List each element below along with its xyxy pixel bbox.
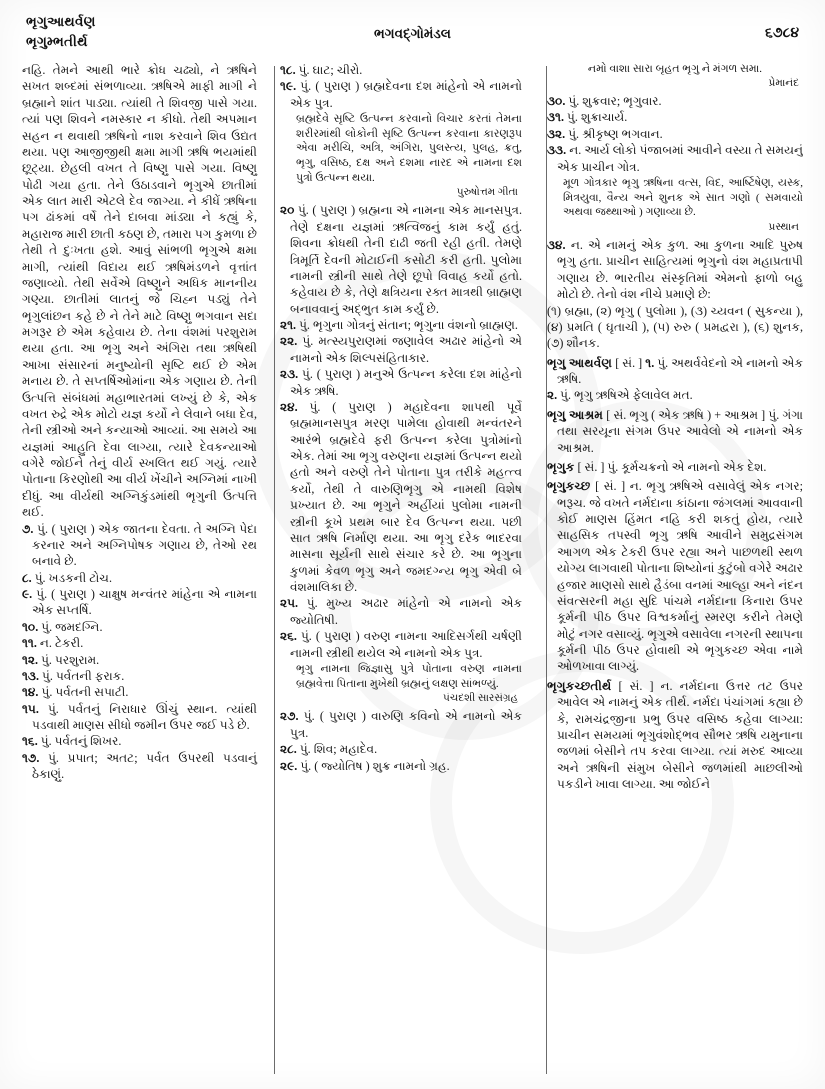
sense-item <box>280 62 522 78</box>
part-of-speech: પું. <box>768 407 783 422</box>
sense-number: ૮. <box>22 570 35 585</box>
sense-text: ઘાટ; ચીરો. <box>312 63 363 77</box>
sense-text: એ નામનું એક કુળ. આ કુળના આદિ પુરુષ ભૃગુ હતા. પ્રાચીન સાહિત્યમાં ભૃગુનો વંશ મહાપ્રતાપી ગણાય છે. ભારતીય સંસ્કૃતિમાં એમનો ફાળો બહુ મોટો છે. તેનો વંશ નીચે પ્રમાણે છે: <box>557 238 803 302</box>
sense-text: મત્સ્યપુરાણમાં જણાવેલ અઢાર માંહેનો એ નામનો એક શિલ્પસંહિતાકાર. <box>290 334 522 365</box>
part-of-speech: પું. <box>607 459 622 474</box>
part-of-speech: પું. <box>306 596 327 611</box>
entry-first-line <box>547 459 803 475</box>
sense-item <box>22 750 257 783</box>
sense-number: ૨૫. <box>280 596 307 611</box>
entry-text: કૂર્મચક્રનો એ નામનો એક દેશ. <box>621 459 767 474</box>
sense-text: શિવ; મહાદેવ. <box>313 742 378 757</box>
sense-number: ૨૬. <box>280 629 301 644</box>
page-header <box>26 12 799 56</box>
sense-number: ૧૪. <box>22 685 42 700</box>
dictionary-entry <box>547 678 803 793</box>
sense-item <box>280 595 522 628</box>
sense-item <box>280 708 522 741</box>
part-of-speech: પું. <box>560 388 575 403</box>
part-of-speech: પું. <box>47 701 68 716</box>
sense-item <box>547 126 803 142</box>
sense-list-column-2-part-1 <box>280 62 522 111</box>
sense-text: બ્રહ્મના એ નામના એક માનસપુત્ર. તેણે દક્ષના યજ્ઞમાં ઋત્વિજનું કામ કર્યું હતું. શિવના ક્રોધથી તેની દાઢી જતી રહી હતી. તેમણે ત્રિમૂર્તિ દેવની મોટાઈની કસોટી કરી હતી. પુલોમા નામની સ્ત્રીની સાથે તેણે છૂપો વિવાહ કર્યો હતો. કહેવાય છે કે, તેણે ક્ષત્રિયના રક્ત માત્રથી બ્રાહ્મણ બનાવવાનું અદ્ભુત કામ કર્યું છે. <box>290 203 522 316</box>
sense-item <box>547 387 803 403</box>
sense-list-column-1 <box>22 521 257 783</box>
entry-text: નર્મદાના ઉત્તર તટ ઉપર આવેલ એ નામનું એક તીર્થ. નર્મદા પંચાંગમાં કહ્યા છે કે, રામચંદ્રજીના પ્રભુ ઉપર વસિષ્ઠ કહેવા લાગ્યા: પ્રાચીન સમયમાં ભૃગુવંશોદ્ભવ સૌભર ઋષિ યમુનાના જળમાં બેસીને તપ કરવા લાગ્યા. ત્યાં મરુદ આવ્યા અને ઋષિની સંમુખ બેસીને જળમાંથી માછલીઓ પકડીને ખાવા લાગ્યા. આ જોઈને <box>557 678 803 792</box>
sense-text: ભૃગુના ગોત્રનું સંતાન; ભૃગુના વંશનો બ્રાહ્મણ. <box>312 318 518 333</box>
source-label: ( પુરાણ ) <box>51 587 99 601</box>
part-of-speech: ન. <box>629 479 647 494</box>
part-of-speech: પું. <box>657 355 672 370</box>
source-label: ( પુરાણ ) <box>315 79 364 94</box>
running-head-left-line1: ભૃગુઆથર્વણ <box>26 14 96 29</box>
quotation-citation: પ્રસ્થાન <box>768 221 799 233</box>
sense-number: ૭. <box>22 521 38 536</box>
part-of-speech: પું. <box>567 110 581 125</box>
sense-number: ૨૩. <box>280 367 303 382</box>
page-number: ૬૭૮૪ <box>765 26 799 41</box>
sense-number: ૩૩. <box>547 143 570 158</box>
column-2 <box>268 62 534 1080</box>
sense-item <box>22 586 257 619</box>
part-of-speech: પું. <box>303 709 320 724</box>
sense-item <box>22 652 257 668</box>
part-of-speech: પું. <box>309 399 333 414</box>
part-of-speech: ન. <box>39 636 55 651</box>
sense-34 <box>547 237 803 303</box>
entry-first-line <box>547 678 803 793</box>
part-of-speech: પું. <box>299 318 313 333</box>
sense-text: એક જાતના દેવતા. તે અગ્નિ પેદા કરનાર અને અગ્નિપોષક ગણાય છે, તેઓ રથ બનાવે છે. <box>32 521 257 569</box>
genealogy-list: (૧) બ્રહ્મા, (૨) ભૃગુ ( પુલોમા ), (૩) ચ્યવન ( સુકન્યા ), (૪) પ્રમતિ ( ઘૃતાચી ), (૫) રુરુ ( પ્રમદ્વરા ), (૬) શુનક, (૭) શૌનક. <box>547 303 803 351</box>
sense-list-column-2-part-3 <box>280 708 522 774</box>
etymology: [ સં. ] <box>595 479 630 494</box>
sense-item <box>22 619 257 635</box>
sense-list-column-3 <box>547 93 803 175</box>
source-label: ( પુરાણ ) <box>316 367 365 382</box>
book-title: ભગવદ્ગોમંડલ <box>374 26 451 41</box>
source-label: ( પુરાણ ) <box>51 521 99 536</box>
part-of-speech: પું. <box>41 685 56 700</box>
dictionary-entry <box>547 355 803 404</box>
source-label: ( પુરાણ ) <box>312 203 359 218</box>
sense-text: શુક્રવાર; ભૃગુવાર. <box>582 94 662 109</box>
sense-text: શ્રીકૃષ્ણ ભગવાન. <box>582 126 663 141</box>
sense-number: ૨૨. <box>280 334 303 349</box>
dictionary-entry <box>547 407 803 456</box>
sense-text: મહાદેવના શાપથી પૂર્વે બ્રહ્મમાનસપુત્ર મરણ પામેલા હોવાથી મન્વંતરને આરંભે બ્રહ્મદેવે ફરી ઉત્પન્ન કરેલા પુત્રોમાંનો એક. તેમાં આ ભૃગુ વરુણના યજ્ઞમાં ઉત્પન્ન થયો હતો અને વરુણે તેને પોતાના પુત્ર તરીકે મહત્ત્વ કર્યો, તેથી તે વારુણિભૃગુ એ નામથી વિશેષ પ્રખ્યાત છે. આ ભૃગુને અહીંયાં પુલોમા નામની સ્ત્રીની કૂખે પ્રથમ બાર દેવ ઉત્પન્ન થયા. પછી સાત ઋષિ નિર્માણ થયા. આ ભૃગુ દરેક ભાદરવા માસના સૂર્યની સાથે સંચાર કરે છે. આ ભૃગુના કુળમાં કેવળ ભૃગુ અને જમદગ્ન્ય ભૃગુ એવી બે વંશમાલિકા છે. <box>290 399 522 595</box>
sense-item <box>280 741 522 757</box>
etymology: [ સં. ભૃગુ ( એક ઋષિ ) + આશ્રમ ] <box>606 407 769 422</box>
sense-item <box>547 93 803 109</box>
part-of-speech: પું. <box>40 734 55 749</box>
part-of-speech: પું. <box>48 750 68 765</box>
sense-number: ૩૦. <box>547 94 569 109</box>
sense-item <box>22 684 257 700</box>
entry-first-line <box>547 478 803 675</box>
sense-text: મુખ્ય અઢાર માંહેનો એ નામનો એક જ્યોતિષી. <box>290 596 522 627</box>
sense-text: મનુએ ઉત્પન્ન કરેલા દશ માંહેનો એક ઋષિ. <box>290 367 522 398</box>
sense-text: ચાક્ષુષ મન્વંતર માંહેના એ નામના એક સપ્તર્ષિ. <box>32 587 257 618</box>
sense-text: બ્રહ્મદેવના દશ માંહેનો એ નામનો એક પુત્ર. <box>290 79 522 110</box>
sense-item <box>22 521 257 570</box>
quotation-block: મૂળ ગોત્રકાર ભૃગુ ઋષિના વત્સ, વિદ, આર્ષ્ટિષેણ, યસ્ક, મિત્રયુવા, વૈન્ય અને શુનક એ સાત ગણો ( સમવાયો અથવા જથ્થાઓ ) ગણાવ્યા છે. <box>563 176 803 219</box>
sense-number: ૧૧. <box>22 636 40 651</box>
sense-text: વરુણ નામના આદિસર્ગથી ચર્ષણી નામની સ્ત્રીથી થયેલ એ નામનો એક પુત્ર. <box>290 629 522 660</box>
part-of-speech: પું. <box>36 587 52 601</box>
sense-text: ખડકની ટોચ. <box>48 570 112 585</box>
running-head-left-line2: ભૃગુમ્ભતીર્થ <box>26 33 88 49</box>
sense-text: પર્વતનું નિરાધાર ઊંચું સ્થાન. ત્યાંથી પડવાથી માણસ સીધો જમીન ઉપર જઈ પડે છે. <box>32 701 257 732</box>
part-of-speech: ન. <box>570 238 589 253</box>
verse-line: નમો વાશા સારા બૃહત ભૃગુ ને મંગળ સમા. <box>587 63 763 75</box>
headword[interactable]: ભૃગુક <box>547 459 578 474</box>
sense-text: પરશુરામ. <box>54 652 100 667</box>
quotation-citation: પંચદશી સારસંગ્રહ <box>443 693 518 705</box>
sense-item <box>280 399 522 596</box>
source-label: ( પુરાણ ) <box>319 709 372 724</box>
sense-text: શુક્ર નામનો ગ્રહ. <box>372 758 450 773</box>
part-of-speech: પું. <box>42 668 56 683</box>
sense-item <box>547 237 803 303</box>
sense-number: ૨૯. <box>280 758 301 773</box>
sense-text: શુક્રાચાર્ય. <box>580 110 628 125</box>
sense-number: ૨૮. <box>280 742 300 757</box>
part-of-speech: પું. <box>302 367 317 382</box>
sense-text: પર્વતની સપાટી. <box>55 685 129 700</box>
sense-text: ભૃગુ ઋષિએ ફેલાવેલ મત. <box>574 388 693 403</box>
sense-item <box>22 635 257 651</box>
source-label: ( જ્યોતિષ ) <box>314 758 373 773</box>
column-3 <box>534 62 803 1080</box>
dictionary-entry <box>547 459 803 475</box>
sense-number: ૧૭. <box>22 750 49 765</box>
sense-item <box>280 78 522 111</box>
sense-number: ૧૩. <box>22 668 43 683</box>
etymology: [ સં. ] <box>577 459 608 474</box>
part-of-speech: પું. <box>300 79 316 94</box>
quotation-citation: પુરુષોત્તમ ગીતા <box>456 187 518 199</box>
part-of-speech: પું. <box>41 619 56 634</box>
sense-item <box>280 202 522 317</box>
sense-number: ૧૫. <box>22 701 48 716</box>
part-of-speech: પું. <box>302 334 319 349</box>
entry-first-line <box>547 407 803 456</box>
quotation-block: ભૃગુ નામના જિજ્ઞાસુ પુત્રે પોતાના વરુણ નામના બ્રહ્મવેત્તા પિતાના મુખેથી બ્રહ્મનું લક્ષણ સાંભળ્યું. <box>296 662 522 690</box>
etymology: [ સં. ] <box>615 355 646 370</box>
sense-item <box>22 570 257 586</box>
sense-item <box>547 142 803 175</box>
part-of-speech: પું. <box>34 570 49 585</box>
sense-text: આર્ય લોકો પંજાબમાં આવીને વસ્યા તે સમયનું એક પ્રાચીન ગોત્ર. <box>557 143 803 174</box>
sense-item <box>547 109 803 125</box>
sense-number: ૧૦. <box>22 619 42 634</box>
sense-number: ૩૧. <box>547 110 568 125</box>
sense-text: ટેકરી. <box>54 636 84 651</box>
headword[interactable]: ભૃગુકચ્છ <box>547 479 596 494</box>
headword[interactable]: ભૃગુ આશ્રમ <box>547 407 607 422</box>
sense-text: વારુણિ કવિનો એ નામનો એક પુત્ર. <box>290 709 522 740</box>
sense-number: ૧૮. <box>280 63 299 77</box>
continued-paragraph: નહિ. તેમને આથી ભારે ક્રોધ ચઢ્યો, ને ઋષિને સખત શબ્દમાં સંભળાવ્યા. ઋષિએ માફી માગી ને બ્રહ્માને શાંત પાડ્યા. ત્યાંથી તે શિવજી પાસે ગયા. ત્યાં પણ શિવને નમસ્કાર ન કીધો. તેથી અપમાન સહન ન થવાથી ઋષિનો નાશ કરવાને શિવ ઉદ્યત થયા. પણ આજીજીથી ક્ષમા માગી ઋષિ ભયમાંથી છૂટ્યા. છેહલી વખત તે વિષ્ણુ પાસે ગયા. વિષ્ણુ પોઢી ગયા હતા. તેને ઉઠાડવાને ભૃગુએ છાતીમાં એક લાત મારી એટલે દેવ જાગ્યા. ને કીધેં ઋષિના પગ ઢાંકમાં વર્ષે તેને દાબવા માંડ્યા ને કહ્યું કે, મહારાજ મારી છાતી કઠણ છે, તમારા પગ કુમળા છે તેથી તે દુઃખતા હશે. આવું સાંભળી ભૃગુએ ક્ષમા માગી, ત્યાંથી વિદાય થઈ ઋષિમંડળને વૃત્તાંત જણાવ્યો. તેથી સર્વેએ વિષ્ણુને અધિક માનનીય ગણ્યા. છાતીમાં લાતનું જે ચિહ્ન પડ્યું તેને ભૃગુલાંછન કહે છે ને તેને માટે વિષ્ણુ ભગવાન સદા મગરૂર છે એમ કહેવાય છે. તેના વંશમાં પરશુરામ થયા હતા. આ ભૃગુ અને અંગિરા તથા ઋષિથી આખા સંસારનાં મનુષ્યોની સૃષ્ટિ થઈ છે એમ મનાય છે. તે સપ્તર્ષિઓમાંના એક ગણાય છે. તેની ઉત્પત્તિ સંબંધમાં મહાભારતમાં લખ્યું છે કે, એક વખત રુદ્રે એક મોટો યજ્ઞ કર્યો ને લેવાને બધા દેવ, તેની સ્ત્રીઓ અને કન્યાઓ આવ્યાં. આ સમયે આ યજ્ઞમાં આહુતિ દેવા લાગ્યા, ત્યારે દેવકન્યાઓ વગેરે જોઈને તેનું વીર્ય સ્ખલિત થઈ ગયું. ત્યારે પોતાના કિરણોથી આ વીર્ય ખેંચીને અગ્નિમાં નાખી દીધું. આ વીર્યથી અગ્નિકુંડમાંથી ભૃગુની ઉત્પત્તિ થઈ. <box>22 63 257 520</box>
sense-list-column-2-part-2 <box>280 202 522 661</box>
sense-number: ૯. <box>22 587 37 601</box>
sense-number: ૩૨. <box>547 126 569 141</box>
sense-item <box>22 668 257 684</box>
headword-entry-list <box>547 355 803 793</box>
part-of-speech: પું. <box>299 742 314 757</box>
sense-item <box>22 733 257 749</box>
source-label: ( પુરાણ ) <box>332 399 404 414</box>
dictionary-entry <box>547 478 803 675</box>
entry-first-line <box>547 355 803 388</box>
verse-citation: પ્રેમાનંદ <box>768 77 799 89</box>
sense-number: ૨૭. <box>280 709 304 724</box>
sense-text: પર્વતની ફરાક. <box>55 668 125 683</box>
entry-text: ગંગા તથા સરયૂના સંગમ ઉપર આવેલો એ નામનો એક આશ્રમ. <box>557 407 803 455</box>
quotation-block: બ્રહ્મદેવે સૃષ્ટિ ઉત્પન્ન કરવાનો વિચાર કરતાં તેમના શરીરમાંથી લોકોની સૃષ્ટિ ઉત્પન્ન કરવાના કારણરૂપ એવા મરીચિ, અત્રિ, અંગિરા, પુલસ્ત્ય, પુલહ, ક્રતુ, ભૃગુ, વસિષ્ઠ, દક્ષ અને દશમા નારદ એ નામના દશ પુત્રો ઉત્પન્ન થયા. <box>296 113 522 184</box>
sense-text: પર્વતનું શિખર. <box>54 734 122 749</box>
sense-text: અથર્વવેદનો એ નામનો એક ઋષિ. <box>557 355 803 387</box>
sense-number: ૨૦ <box>280 203 298 218</box>
part-of-speech: પું. <box>37 521 52 536</box>
sense-text: જમદગ્નિ. <box>55 619 103 634</box>
part-of-speech: પું. <box>300 629 316 644</box>
part-of-speech: પું. <box>41 652 55 667</box>
sense-number: ૨૪. <box>280 399 310 414</box>
three-column-body <box>22 62 803 1080</box>
column-1 <box>22 62 268 1080</box>
sense-text: પ્રપાત; અતટ; પર્વત ઉપરથી પડવાનું ઠેકાણું. <box>32 750 258 782</box>
sense-number: ૧૬. <box>22 734 41 749</box>
sense-number: ૧૨. <box>22 652 42 667</box>
part-of-speech: ન. <box>660 678 680 693</box>
part-of-speech: પું. <box>298 63 313 77</box>
part-of-speech: પું. <box>300 758 315 773</box>
etymology: [ સં. ] <box>618 678 661 693</box>
sense-item <box>280 317 522 333</box>
part-of-speech: પું. <box>297 203 313 218</box>
headword[interactable]: ભૃગુ આથર્વણ <box>547 355 616 370</box>
sense-item <box>280 366 522 399</box>
sense-item <box>22 701 257 734</box>
entry-text: ભૃગુ ઋષિએ વસાવેલું એક નગર; ભરૂચ. જે વખતે નર્મદાના કાંઠાના જંગલમાં આવવાની કોઈ માણસ હિંમત નહિ કરી શકતું હોય, ત્યારે સાહસિક તપસ્વી ભૃગુ ઋષિ આવીને સમુદ્રસંગમ આગળ એક ટેકરી ઉપર રહ્યા અને પાછળથી સ્થળ યોગ્ય લાગવાથી પોતાના શિષ્યોનાં કુટુંબો વગેરે અઢાર હજાર માણસો સાથે હૈડંબા વનમાં આલ્હા અને નંદન સંવત્સરની મહા સુદિ પાંચમે નર્મદાના કિનારા ઉપર કૂર્મની પીઠ ઉપર વિશ્વકર્માનું સ્મરણ કરીને તેમણે મોટું નગર વસાવ્યું. ભૃગુએ વસાવેલા નગરની સ્થાપના કૂર્મની પીઠ ઉપર હોવાથી એ ભૃગુકચ્છ એવા નામે ઓળખાવા લાગ્યું. <box>557 479 803 674</box>
headword[interactable]: ભૃગુકચ્છતીર્થ <box>547 678 619 693</box>
sense-number: ૨. <box>547 388 561 403</box>
sense-number: ૧. <box>645 355 658 370</box>
part-of-speech: પું. <box>568 94 583 109</box>
sense-number: ૧૯. <box>280 79 301 94</box>
sense-item <box>280 333 522 366</box>
sense-item <box>280 628 522 661</box>
sense-number: ૩૪. <box>547 238 571 253</box>
part-of-speech: ન. <box>569 143 585 158</box>
sense-number: ૨૧. <box>280 318 300 333</box>
part-of-speech: પું. <box>568 126 583 141</box>
sense-item <box>280 758 522 774</box>
source-label: ( પુરાણ ) <box>315 629 364 644</box>
